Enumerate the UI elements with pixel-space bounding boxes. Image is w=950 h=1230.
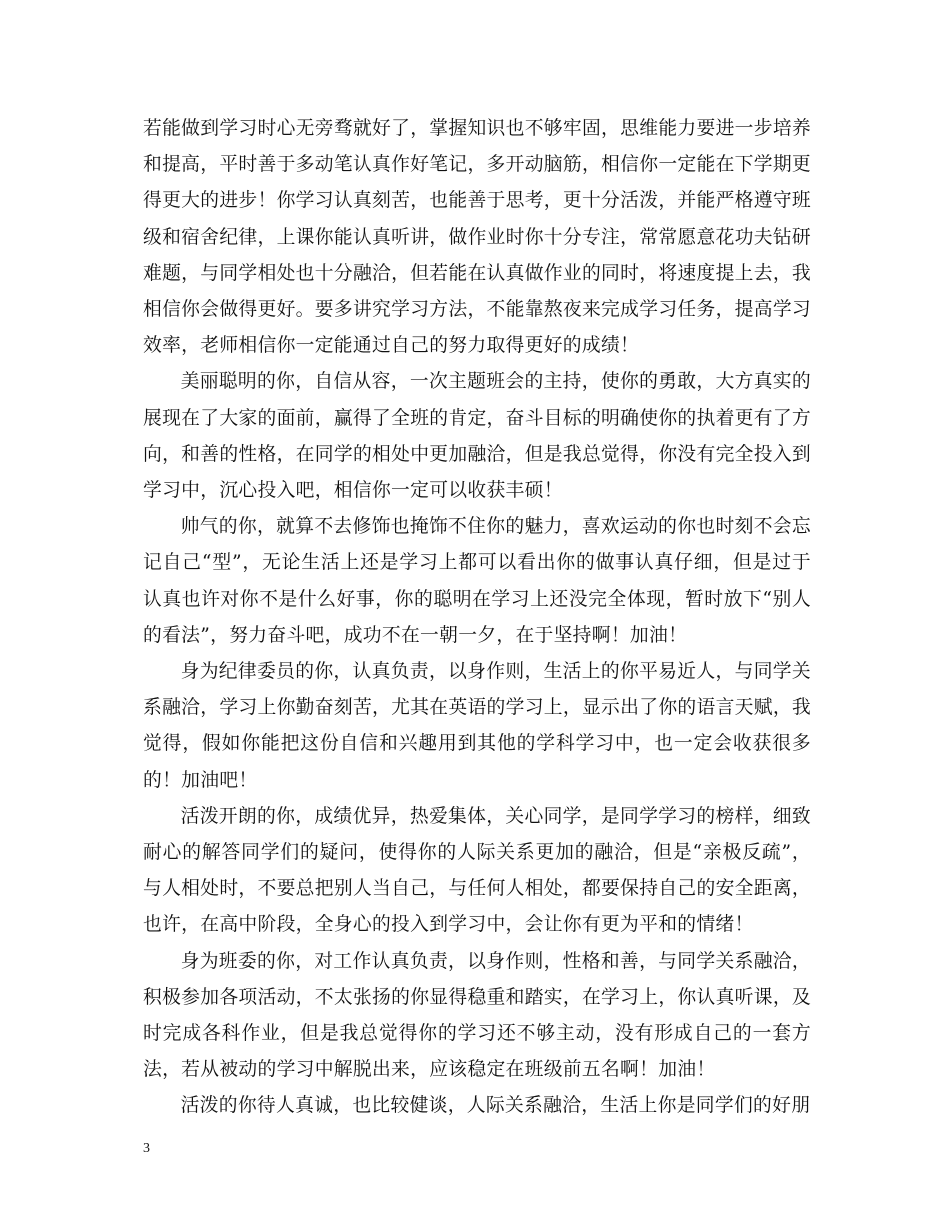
paragraph-7: 活泼的你待人真诚，也比较健谈，人际关系融洽，生活上你是同学们的好朋	[180, 1095, 811, 1117]
page-number: 3	[143, 1141, 150, 1156]
paragraph-2: 美丽聪明的你，自信从容，一次主题班会的主持，使你的勇敢，大方真实的展现在了大家的面前，赢得了全班的肯定，奋斗目标的明确使你的执着更有了方向，和善的性格，在同学的相处中更加融洽，但是我总觉得，你没有完全投入到学习中，沉心投入吧，相信你一定可以收获丰硕！	[143, 371, 811, 502]
body-text	[143, 111, 811, 1125]
paragraph-3: 帅气的你，就算不去修饰也掩饰不住你的魅力，喜欢运动的你也时刻不会忘记自己“型”，无论生活上还是学习上都可以看出你的做事认真仔细，但是过于认真也许对你不是什么好事，你的聪明在学习上还没完全体现，暂时放下“别人的看法”，努力奋斗吧，成功不在一朝一夕，在于坚持啊！加油！	[143, 516, 811, 646]
paragraph-1: 若能做到学习时心无旁骛就好了，掌握知识也不够牢固，思维能力要进一步培养和提高，平时善于多动笔认真作好笔记，多开动脑筋，相信你一定能在下学期更得更大的进步！你学习认真刻苦，也能善于思考，更十分活泼，并能严格遵守班级和宿舍纪律，上课你能认真听讲，做作业时你十分专注，常常愿意花功夫钻研难题，与同学相处也十分融洽，但若能在认真做作业的同时，将速度提上去，我相信你会做得更好。要多讲究学习方法，不能靠熬夜来完成学习任务，提高学习效率，老师相信你一定能通过自己的努力取得更好的成绩！	[143, 118, 811, 357]
paragraph-6: 身为班委的你，对工作认真负责，以身作则，性格和善，与同学关系融洽，积极参加各项活动，不太张扬的你显得稳重和踏实，在学习上，你认真听课，及时完成各科作业，但是我总觉得你的学习还不够主动，没有形成自己的一套方法，若从被动的学习中解脱出来，应该稳定在班级前五名啊！加油！	[143, 950, 811, 1081]
paragraph-4: 身为纪律委员的你，认真负责，以身作则，生活上的你平易近人，与同学关系融洽，学习上你勤奋刻苦，尤其在英语的学习上，显示出了你的语言天赋，我觉得，假如你能把这份自信和兴趣用到其他的学科学习中，也一定会收获很多的！加油吧！	[143, 661, 811, 791]
paragraph-5: 活泼开朗的你，成绩优异，热爱集体，关心同学，是同学学习的榜样，细致耐心的解答同学们的疑问，使得你的人际关系更加的融洽，但是“亲极反疏”，与人相处时，不要总把别人当自己，与任何人相处，都要保持自己的安全距离，也许，在高中阶段，全身心的投入到学习中，会让你有更为平和的情绪！	[143, 805, 811, 936]
